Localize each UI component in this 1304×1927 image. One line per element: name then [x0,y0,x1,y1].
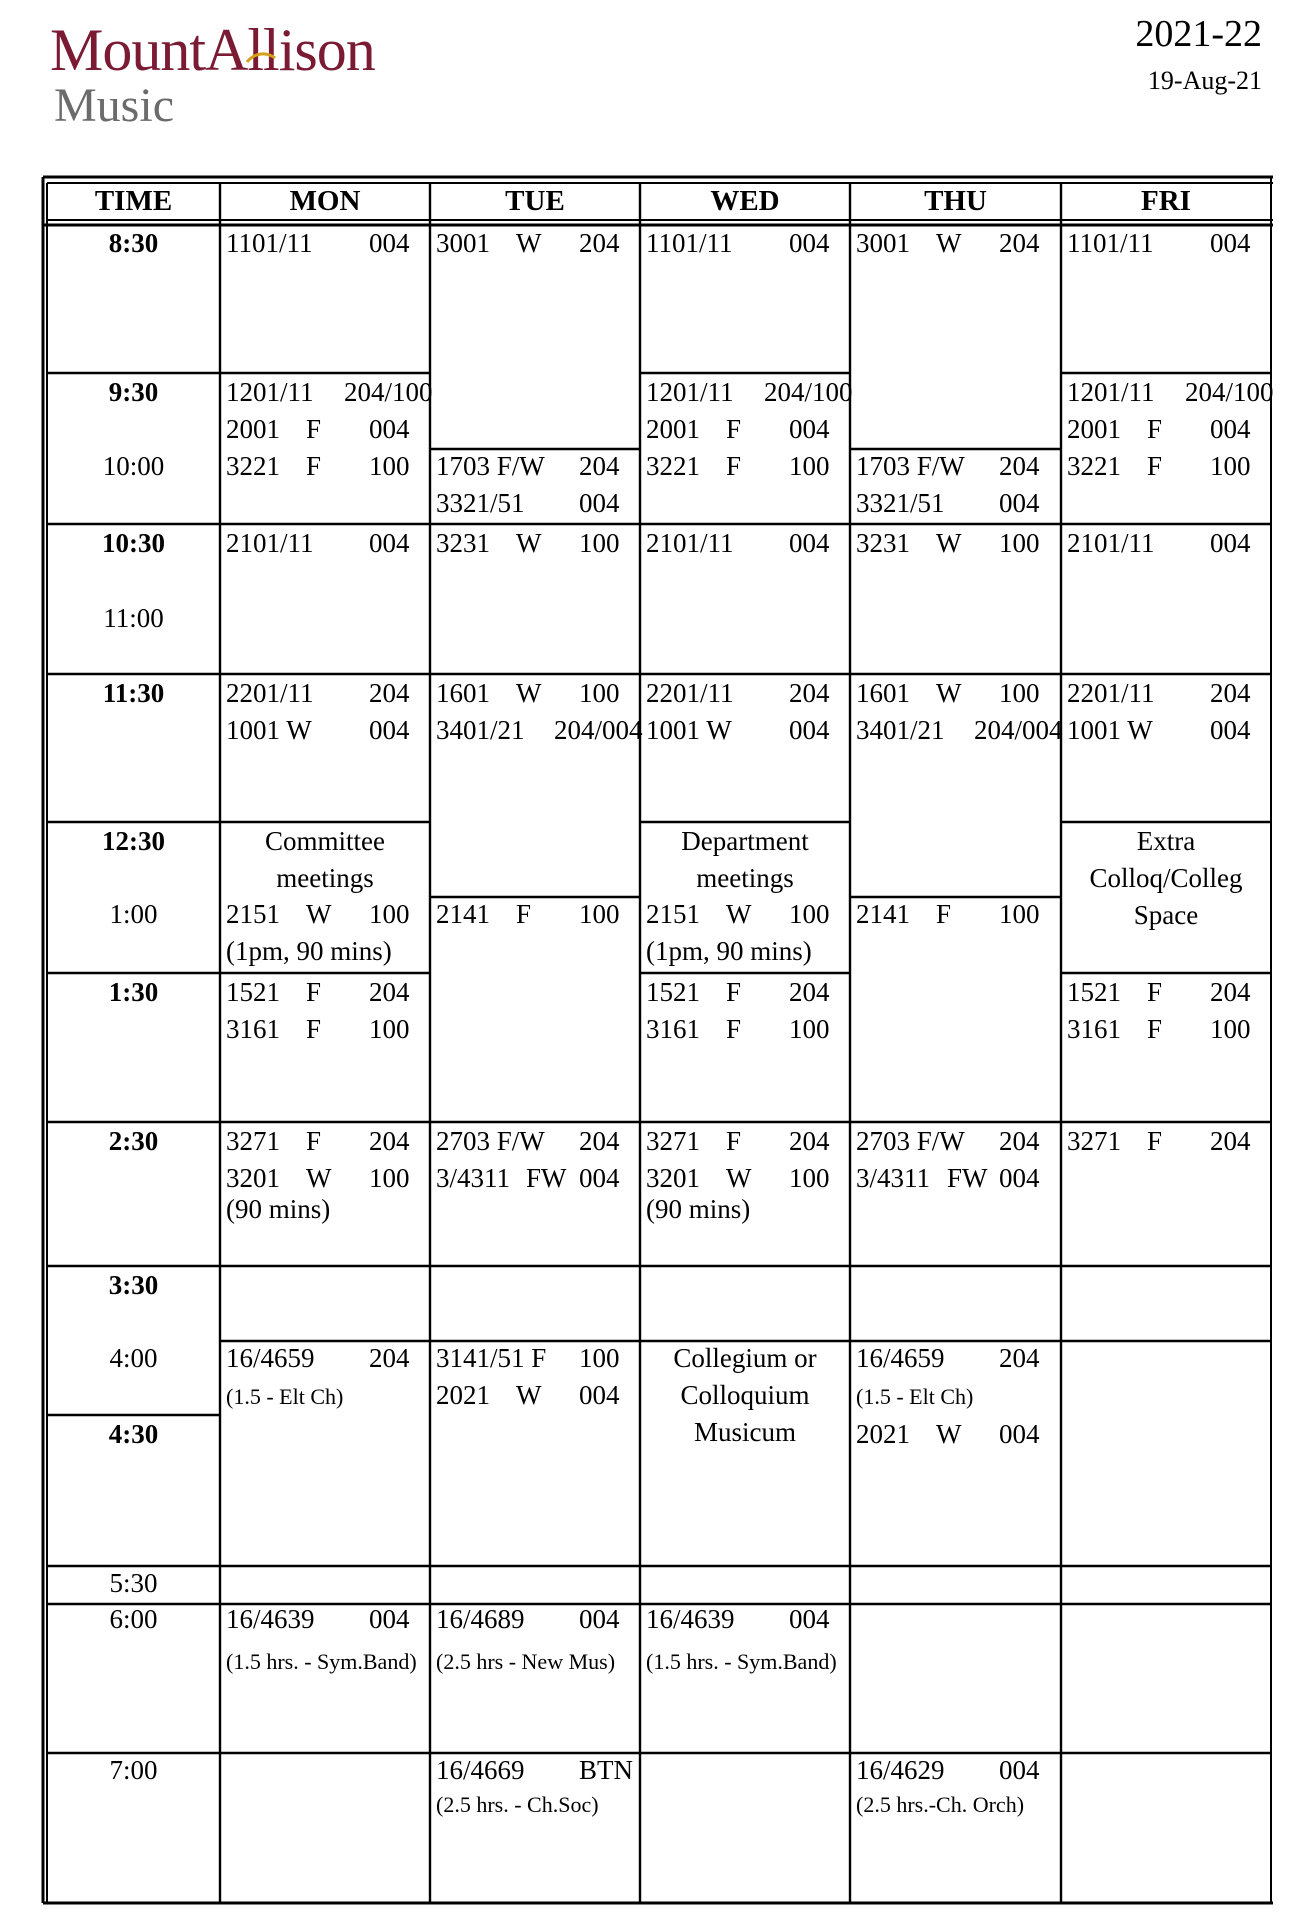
time-label: 3:30 [108,1270,159,1300]
room-number: 004 [369,528,410,558]
course-code: 3401/21 [436,715,525,745]
course-code: 16/4689 [436,1604,525,1634]
course-term: W [516,528,542,558]
course-code: 3/4311 [856,1163,930,1193]
time-label: 8:30 [108,228,159,258]
time-label: 6:00 [109,1604,158,1634]
room-number: 204 [369,678,410,708]
course-code: 1601 [436,678,490,708]
course-code: 2151 [226,899,280,929]
schedule-note: Colloq/Colleg [1089,863,1243,893]
course-term: W [516,228,542,258]
course-term: F [306,451,322,481]
room-number: 004 [369,1604,410,1634]
room-number: 100 [789,899,830,929]
course-code: 3161 [1067,1014,1121,1044]
room-number: 004 [999,1755,1040,1785]
time-label: 7:00 [109,1755,158,1785]
room-number: 204/004 [974,715,1063,745]
course-code: 1001 W [226,715,312,745]
course-term: FW [526,1163,567,1193]
room-number: 004 [789,528,830,558]
time-label: 9:30 [108,377,159,407]
course-code: 2101/11 [646,528,734,558]
course-term: F [516,899,532,929]
room-number: 100 [789,1163,830,1193]
room-number: 204 [579,451,620,481]
course-code: 2201/11 [1067,678,1155,708]
course-term: F [1147,1126,1163,1156]
room-number: 004 [369,715,410,745]
logo-main: MountAllison [50,17,375,83]
course-code: 3201 [646,1163,700,1193]
room-number: 100 [369,899,410,929]
course-code: 3321/51 [436,488,525,518]
room-number: 204 [789,1126,830,1156]
room-number: 004 [999,1163,1040,1193]
course-term: F [306,414,322,444]
course-code: 2201/11 [646,678,734,708]
room-number: 100 [579,528,620,558]
course-code: 2151 [646,899,700,929]
room-number: 204/004 [554,715,643,745]
room-number: 004 [1210,715,1251,745]
room-number: 204 [579,228,620,258]
course-code: 3271 [226,1126,280,1156]
room-number: 204 [1210,678,1251,708]
room-number: 004 [1210,414,1251,444]
schedule-note: Collegium or [673,1343,817,1373]
room-number: 100 [999,678,1040,708]
room-number: 204 [999,1343,1040,1373]
schedule-note: Department [681,826,809,856]
room-number: 004 [369,228,410,258]
room-number: 204 [369,1126,410,1156]
schedule-detail: (1.5 hrs. - Sym.Band) [226,1649,417,1674]
schedule-detail: (90 mins) [646,1194,751,1224]
course-code: 2141 [436,899,490,929]
room-number: 100 [369,1163,410,1193]
course-code: 2001 [646,414,700,444]
course-code: 1521 [1067,977,1121,1007]
course-term: W [306,899,332,929]
course-code: 3201 [226,1163,280,1193]
time-label: 10:30 [102,528,165,558]
time-label: 1:00 [109,899,158,929]
course-code: 1101/11 [646,228,733,258]
course-code: 3161 [226,1014,280,1044]
room-number: 004 [1210,528,1251,558]
course-code: 2141 [856,899,910,929]
room-number: 004 [999,488,1040,518]
course-term: F [726,977,742,1007]
course-term: W [936,1419,962,1449]
room-number: 204 [1210,1126,1251,1156]
course-code: 3271 [1067,1126,1121,1156]
schedule-note: Space [1133,900,1199,930]
course-code: 3001 [436,228,490,258]
course-code: 1703 F/W [856,451,965,481]
course-code: 3271 [646,1126,700,1156]
course-code: 1521 [226,977,280,1007]
schedule-detail: (1.5 hrs. - Sym.Band) [646,1649,837,1674]
time-label: 11:00 [103,603,164,633]
course-code: 16/4669 [436,1755,525,1785]
room-number: 100 [579,899,620,929]
course-term: W [516,1380,542,1410]
course-code: 1201/11 [646,377,734,407]
course-code: 3231 [856,528,910,558]
column-header-tue: TUE [505,185,565,217]
room-number: 204 [369,977,410,1007]
column-header-mon: MON [289,185,361,217]
schedule-detail: (1pm, 90 mins) [646,936,812,966]
room-number: 204 [999,1126,1040,1156]
room-number: 004 [579,1604,620,1634]
course-code: 16/4659 [856,1343,945,1373]
room-number: 204 [579,1126,620,1156]
course-code: 3221 [1067,451,1121,481]
column-header-time: TIME [94,185,173,217]
room-number: 100 [579,1343,620,1373]
schedule-note: meetings [276,863,374,893]
course-code: 3141/51 F [436,1343,547,1373]
room-number: 004 [789,414,830,444]
room-number: 100 [1210,1014,1251,1044]
room-number: 100 [1210,451,1251,481]
schedule-note: Musicum [693,1417,796,1447]
course-term: F [726,414,742,444]
room-number: 204 [999,451,1040,481]
course-term: F [1147,977,1163,1007]
course-code: 2021 [856,1419,910,1449]
course-code: 1201/11 [226,377,314,407]
room-number: 204 [369,1343,410,1373]
room-number: 004 [789,228,830,258]
course-code: 1201/11 [1067,377,1155,407]
course-code: 3161 [646,1014,700,1044]
course-code: 2703 F/W [436,1126,545,1156]
room-number: 204 [1210,977,1251,1007]
course-code: 3/4311 [436,1163,510,1193]
course-code: 2101/11 [1067,528,1155,558]
room-number: 004 [579,488,620,518]
room-number: 204/100 [1185,377,1274,407]
schedule-note: Extra [1136,826,1196,856]
course-code: 1001 W [1067,715,1153,745]
room-number: 004 [579,1163,620,1193]
time-label: 1:30 [108,977,159,1007]
time-label: 2:30 [108,1126,159,1156]
course-term: F [306,1126,322,1156]
course-code: 16/4659 [226,1343,315,1373]
course-code: 1001 W [646,715,732,745]
course-code: 1101/11 [226,228,313,258]
schedule-note: meetings [696,863,794,893]
course-code: 3231 [436,528,490,558]
room-number: 100 [789,451,830,481]
room-number: 204 [999,228,1040,258]
room-number: 204 [789,977,830,1007]
course-term: F [306,977,322,1007]
course-code: 2201/11 [226,678,314,708]
schedule-year: 2021-22 [1135,13,1262,55]
course-code: 16/4629 [856,1755,945,1785]
schedule-note: Committee [265,826,385,856]
course-term: W [936,528,962,558]
room-number: 100 [999,899,1040,929]
time-label: 10:00 [102,451,165,481]
time-label: 4:00 [109,1343,158,1373]
course-term: W [306,1163,332,1193]
course-code: 2703 F/W [856,1126,965,1156]
schedule-detail: (90 mins) [226,1194,331,1224]
course-code: 3221 [226,451,280,481]
room-number: 004 [1210,228,1251,258]
course-code: 2101/11 [226,528,314,558]
course-term: W [936,678,962,708]
time-label: 4:30 [108,1419,159,1449]
time-label: 11:30 [102,678,165,708]
time-label: 12:30 [102,826,165,856]
course-code: 3401/21 [856,715,945,745]
room-number: 204 [789,678,830,708]
course-code: 1521 [646,977,700,1007]
schedule-detail: (1pm, 90 mins) [226,936,392,966]
course-term: FW [947,1163,988,1193]
course-term: F [306,1014,322,1044]
schedule-detail: (2.5 hrs. - Ch.Soc) [436,1792,599,1817]
course-code: 2021 [436,1380,490,1410]
course-code: 3221 [646,451,700,481]
course-code: 1101/11 [1067,228,1154,258]
room-number: 004 [369,414,410,444]
course-code: 16/4639 [646,1604,735,1634]
course-term: W [936,228,962,258]
schedule-detail: (2.5 hrs - New Mus) [436,1649,616,1674]
course-code: 16/4639 [226,1604,315,1634]
room-number: 100 [369,451,410,481]
course-code: 2001 [226,414,280,444]
course-code: 3321/51 [856,488,945,518]
room-number: 100 [789,1014,830,1044]
column-header-thu: THU [924,185,987,217]
course-code: 2001 [1067,414,1121,444]
schedule-note: Colloquium [680,1380,810,1410]
course-term: W [726,899,752,929]
room-number: 100 [369,1014,410,1044]
course-term: F [726,1014,742,1044]
schedule-detail: (2.5 hrs.-Ch. Orch) [856,1792,1025,1817]
column-header-fri: FRI [1141,185,1191,217]
schedule-detail: (1.5 - Elt Ch) [856,1384,974,1409]
room-number: 004 [579,1380,620,1410]
course-code: 1601 [856,678,910,708]
course-term: F [726,1126,742,1156]
course-term: F [1147,451,1163,481]
course-term: F [936,899,952,929]
room-number: 100 [999,528,1040,558]
room-number: 004 [789,715,830,745]
course-term: W [516,678,542,708]
course-code: 1703 F/W [436,451,545,481]
schedule-date: 19-Aug-21 [1147,66,1262,95]
course-term: F [1147,414,1163,444]
room-number: 204/100 [344,377,433,407]
room-number: 204/100 [764,377,853,407]
course-code: 3001 [856,228,910,258]
room-number: 004 [789,1604,830,1634]
course-term: F [726,451,742,481]
room-number: 004 [999,1419,1040,1449]
room-number: 100 [579,678,620,708]
column-header-wed: WED [710,185,780,217]
time-label: 5:30 [109,1568,158,1598]
course-term: W [726,1163,752,1193]
schedule-detail: (1.5 - Elt Ch) [226,1384,344,1409]
logo-subtitle: Music [54,79,174,132]
room-number: BTN [579,1755,633,1785]
course-term: F [1147,1014,1163,1044]
